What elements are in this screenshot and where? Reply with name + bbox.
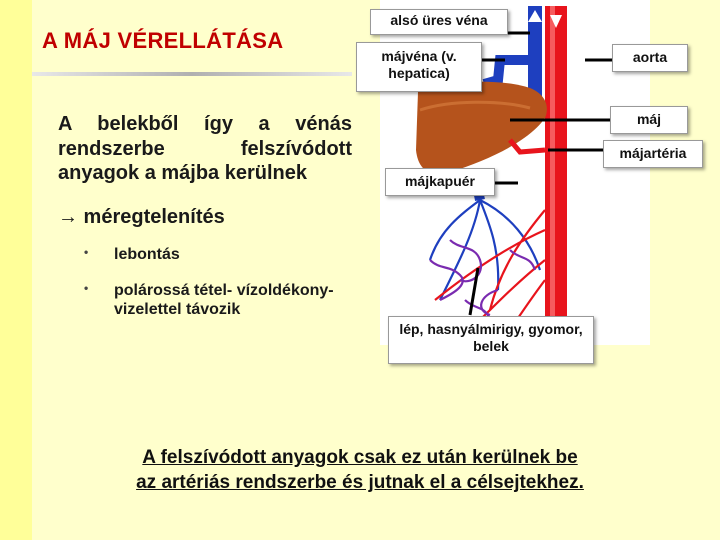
bottom-conclusion bbox=[60, 446, 660, 495]
label-maj: máj bbox=[610, 106, 688, 134]
bottom-line-1: A felszívódott anyagok csak ez után kerülnek be bbox=[142, 447, 578, 468]
label-majvena: májvéna (v. hepatica) bbox=[356, 42, 482, 92]
label-also-ures-vena: alsó üres véna bbox=[370, 9, 508, 35]
bullet-text: lebontás bbox=[114, 246, 180, 263]
label-aorta: aorta bbox=[612, 44, 688, 72]
bullet-icon: • bbox=[84, 245, 89, 259]
detox-heading: → méregtelenítés bbox=[58, 206, 225, 228]
bullet-icon: • bbox=[84, 281, 89, 296]
bullet-text: polárossá tétel- vízoldékony- vizelettel távozik bbox=[114, 282, 334, 318]
bottom-line-2: az artériás rendszerbe és jutnak el a célsejtekhez. bbox=[136, 471, 584, 493]
label-majarteria: májartéria bbox=[603, 140, 703, 168]
leader-organs bbox=[470, 268, 478, 315]
label-organs: lép, hasnyálmirigy, gyomor, belek bbox=[388, 316, 594, 364]
intro-paragraph: A belekből így a vénás rendszerbe felszívódott anyagok a májba kerülnek bbox=[58, 113, 352, 185]
label-majkapuer: májkapuér bbox=[385, 168, 495, 196]
slide-title: A MÁJ VÉRELLÁTÁSA bbox=[42, 28, 284, 53]
